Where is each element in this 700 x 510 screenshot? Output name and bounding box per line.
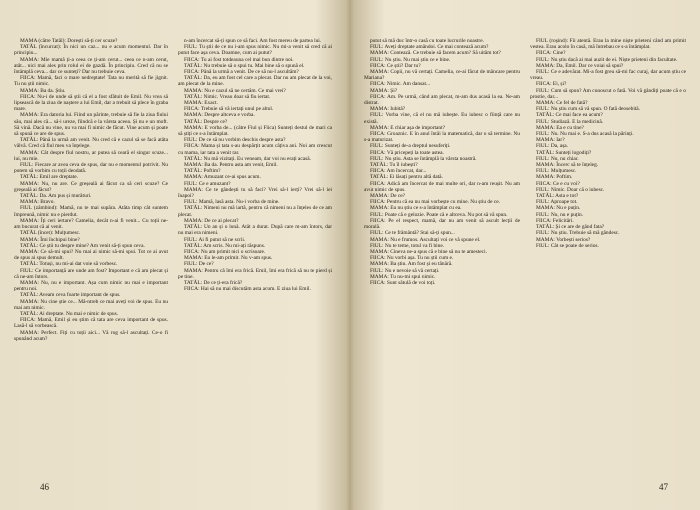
dialogue-line: FIUL: Nu știu. Nu mai știu ce e bine. — [370, 56, 451, 63]
dialogue-line: FIICA: Ce e cu voi? — [536, 180, 580, 187]
dialogue-line: FIUL: De ce? — [184, 261, 214, 268]
dialogue-line: MAMA: Iubită? — [370, 106, 406, 113]
dialogue-line: FIICA: Adică am încercat de mai multe ori, dar n-am reușit. Nu am avut nimic de spus. — [364, 180, 520, 193]
dialogue-line: MAMA: E vorba de... (către Fiul și Fiica) Sunteți destul de mari ca să știți ce s-a întâmplat. — [178, 124, 332, 138]
dialogue-line: FIUL: Ai fi putut să ne scrii. — [184, 236, 246, 243]
dialogue-line: FIUL: Tu știi de ce nu i-am spus nimic. Nu mi-a venit să cred că ai putut face așa ceva. Doamne, cum ai putut? — [178, 44, 332, 57]
dialogue-line: FIUL: Nu te teme, totul va fi bine. — [370, 242, 445, 249]
dialogue-line: FIUL: Cât se poate de serios. — [536, 242, 599, 249]
dialogue-line: MAMA: Ba știu. Am fost și eu tânără. — [370, 261, 453, 268]
dialogue-line: MAMA: Ba da. Pentru asta am venit, Emil. — [184, 162, 278, 169]
dialogue-line: MAMA: Ce să-mi spui? Nu mai ai nimic să-mi spui. Tot ce ai avut de spus ai spus demult. — [14, 248, 168, 262]
dialogue-line: MAMA: Era datoria lui. Fiind un părinte, trebuie să fie la ziua fiului său, mai ales că... să-i ureze, fiindcă e la vârsta aceea. Și nu e un moft. Să vină. Dacă nu vine, nu va mai fi nimic de făcut. Vine acum și poate să spună ce are de spus. — [14, 112, 168, 138]
dialogue-line: FIUL: Ce te frământă? Stai să-ți spun... — [370, 230, 455, 237]
page-number-left: 46 — [40, 482, 49, 492]
dialogue-line: putut să mă duc într-o casă cu toate lucrurile noastre. — [370, 38, 484, 44]
dialogue-line: MAMA: Amuzant ce-ai spus acum. — [184, 174, 261, 181]
dialogue-line: FIUL (roșind): Fii atentă. Erau la mine niște prieteni când am primit vestea. Erau acolo în casă, mă întrebau ce s-a întâmplat. — [530, 38, 686, 51]
page-number-right: 47 — [659, 482, 668, 492]
dialogue-line: MAMA: E chiar așa de important? — [370, 124, 445, 131]
dialogue-line: FIICA: Groaznic. E în anul întâi la matematică, dar o să termine. Nu s-a maturizat. — [364, 131, 520, 144]
dialogue-line: MAMA: Cât despre fiul nostru, ar putea să ceară el singur scuze... lui, nu mie. — [14, 149, 168, 162]
dialogue-line: MAMA: Mie mamă ți-a ceea ce ți-am cerut... ceea ce n-am cerut, atât... nici mai ales prin rolul ei de gazdă. În principiu. Cred că nu se întâmplă ceva... dar ce sunteți? Dar nu trebuie ceva. — [14, 56, 168, 76]
dialogue-line: FIICA: Pentru că ea nu mai vorbește cu mine. Nu știu de ce. — [370, 199, 500, 206]
left-column-2 — [178, 38, 332, 488]
dialogue-line: FIICA: Am. Pe urmă, când am plecat, m-am dus acasă la ea. Ne-am distrat. — [364, 93, 520, 107]
dialogue-line: FIICA: Nu-i de unde să știi că el a fost sfătuit de Emil. Nu vrea să lipsească de la ziua de naștere a lui Emil, dar a trebuit să plece în graba mare. — [14, 93, 168, 113]
dialogue-line: FIUL: Mulțumesc. — [536, 168, 577, 175]
dialogue-line: FIUL: Nu știu. Asta se întâmplă la vârsta noastră. — [370, 155, 477, 162]
dialogue-line: FIUL: Nu, nu e puțin. — [536, 211, 584, 218]
dialogue-line: FIUL: Vorba vine, că el nu mă iubește. Eu iubesc o ființă care nu există. — [364, 112, 520, 125]
dialogue-line: MAMA: Copii, nu vă certați. Camelia, ce-ai făcut de mâncare pentru Mariana? — [364, 69, 520, 82]
dialogue-line: MAMA: Și? — [370, 87, 398, 94]
dialogue-line: MAMA: Îți ceri iertare? Camelia, decât n-ai fi venit... Cu toții ne-am bucurat că ai venit. — [14, 217, 168, 231]
dialogue-line: MAMA: Despre altceva e vorba. — [184, 112, 255, 119]
dialogue-line: FIUL: Nu e nevoie să vă certați. — [370, 267, 440, 274]
dialogue-line: FIUL: Mamă, lasă asta. Nu-i vorba de mine. — [184, 199, 280, 206]
dialogue-line: MAMA: Ce te gândești tu să faci? Vrei să-l ierți? Vrei să-l iei înapoi? — [178, 186, 332, 200]
dialogue-line: FIICA: Trebuie să vă iertați unul pe altul. — [184, 106, 274, 113]
dialogue-line: FIUL: De ce să nu vorbim deschis despre asta? — [184, 137, 286, 144]
dialogue-line: FIICA: Tu ai fost totdeauna cel mai bun dintre noi. — [184, 56, 294, 63]
dialogue-line: FIICA: Pe el respect, mamă, dar nu am venit să ascult lecții de morală. — [364, 217, 520, 231]
dialogue-line: FIICA: Mama și tata s-au despărțit acum câțiva ani. Noi am crescut cu mama, iar tata a venit rar. — [178, 143, 332, 156]
right-column-2 — [530, 38, 686, 488]
dialogue-line: FIUL: Nu știu dacă ai mai auzit de ei. Niște prieteni din facultate. — [536, 56, 678, 63]
dialogue-line: FIUL: Da, așa. — [536, 143, 569, 150]
dialogue-line: TATĂL: Un an și o lună. Atât a durat. După care m-am întors, dar nu mai era nimeni. — [178, 224, 332, 237]
dialogue-line: MAMA: Nu, nu e important. Așa cum nimic nu mai e important pentru noi. — [14, 279, 168, 293]
dialogue-line: MAMA: Cineva ne-a spus că e bine să nu te amesteci. — [370, 248, 487, 255]
dialogue-line: MAMA: Încerc să te înțeleg. — [536, 162, 599, 169]
dialogue-line: TATĂL: Și ce are de gând fata? — [536, 224, 605, 231]
dialogue-line: FIICA: Sunt sătulă de voi toți. — [370, 279, 436, 286]
dialogue-line: TATĂL (încet): Mulțumesc. — [20, 230, 81, 237]
dialogue-line: FIUL: Aveți dreptate amândoi. Ce mai contează acum? — [370, 44, 489, 51]
dialogue-line: FIUL: Nu, nu chiar. — [536, 155, 579, 162]
dialogue-line: FIUL: Sunteți de-a dreptul nesuferiți. — [370, 143, 451, 150]
dialogue-line: MAMA: Ba da. Știu. — [20, 87, 66, 94]
dialogue-line: n-am încercat să-ți spun ce să faci. Am fost mereu de partea lui. — [184, 38, 322, 44]
dialogue-line: FIICA: Am încercat, dar... — [370, 168, 427, 175]
dialogue-line: FIICA: Felicitări. — [536, 217, 574, 224]
dialogue-line: TATĂL: Ce știi tu despre mine? Am venit să-ți spun ceva. — [20, 242, 145, 249]
dialogue-line: TATĂL: Aveam ceva foarte important de spus. — [20, 292, 121, 299]
dialogue-line: TATĂL: Sunteți logodiți? — [536, 149, 592, 156]
dialogue-line: TATĂL: Până la urmă am venit. Nu cred că e cazul să se facă atâta vâlvă. Cred că fiul meu va înțelege. — [14, 137, 168, 150]
dialogue-line: MAMA: Exact. — [184, 100, 218, 107]
dialogue-line: FIICA: Hai să nu mai discutăm asta acum. E ziua lui Emil. — [184, 286, 311, 293]
dialogue-line: MAMA: Bravo. — [20, 199, 55, 206]
dialogue-line: FIICA: Cine? — [536, 50, 566, 57]
dialogue-line: FIUL: Nu știu cum să vă spun. O fată deosebită. — [536, 106, 641, 113]
dialogue-line: FIICA: Nu vorbi așa. Tu nu știi cum e. — [370, 255, 454, 262]
dialogue-line: MAMA: Tu nu-mi spui nimic. — [370, 273, 436, 280]
dialogue-line: TATĂL (încurcat): În nici un caz... nu e acum momentul. Dar în principiu... — [14, 44, 168, 57]
dialogue-line: TATĂL: Despre ce? — [184, 118, 228, 125]
dialogue-line: FIUL: Aproape tot. — [536, 199, 578, 206]
dialogue-line: FIICA: Nimic. Am dansat... — [370, 81, 431, 88]
dialogue-line: MAMA: Nu e puțin. — [536, 205, 581, 212]
dialogue-line: TATĂL: Emil are dreptate. — [20, 174, 78, 181]
dialogue-line: MAMA: Poftim. — [536, 174, 573, 181]
left-page-columns — [14, 38, 332, 488]
dialogue-line: MAMA: Nu, nu are. Ce greșeală ai făcut ca să ceri scuze? Ce greșeală ai făcut? — [14, 180, 168, 193]
dialogue-line: TATĂL: Ei lăsați pentru altă dată. — [370, 174, 443, 181]
dialogue-line: FIICA: Vă pricepeți la toate astea. — [370, 149, 444, 156]
dialogue-line: TATĂL: Poftim? — [184, 168, 221, 175]
dialogue-line: TATĂL: Nimic. Vreau doar să fiu iertat. — [184, 93, 271, 100]
dialogue-line: TATĂL: Am scris. Nu mi-ați răspuns. — [184, 242, 266, 249]
dialogue-line: MAMA: De ce? — [370, 193, 406, 200]
dialogue-line: FIUL: Nu știu. Trebuie să mă gândesc. — [536, 230, 620, 237]
dialogue-line: FIUL: Nimic. Doar că o iubesc. — [536, 186, 605, 193]
dialogue-line: MAMA: Da, Emil. Dar ce voiai să spui? — [536, 62, 624, 69]
dialogue-line: FIICA: Ce știi? Dar tu? — [370, 62, 421, 69]
dialogue-line: TATĂL: Totuși, nu mi-ai dat voie să vorbesc. — [20, 261, 118, 268]
dialogue-line: MAMA: Eu nu știu ce s-a întâmplat cu ea. — [370, 205, 462, 212]
dialogue-line: MAMA (către Tatăl): Dorești să-ți cer scuze? — [20, 38, 118, 44]
dialogue-line: FIUL: Nu. Nu mai e. S-a dus acasă la părinți. — [536, 131, 634, 138]
dialogue-line: FIUL: Ce e adevărat. Mi-a fost greu să-mi fac curaj, dar acum știu ce vreau. — [530, 69, 686, 82]
dialogue-line: FIUL: Poate că e gelozie. Poate că e altceva. Nu pot să vă spun. — [370, 211, 508, 218]
right-page — [354, 0, 700, 510]
right-page-columns — [364, 38, 686, 488]
dialogue-line: FIUL: Studiază. E la medicină. — [536, 118, 604, 125]
dialogue-line: MAMA: Nu cine știe ce... Mă-ntreb ce mai aveți voi de spus. Eu nu mai am nimic. — [14, 298, 168, 311]
dialogue-line: MAMA: De ce ai plecat? — [184, 217, 239, 224]
dialogue-line: TATĂL: Da, eu am fost cel care a plecat. Dar nu am plecat de la voi, am plecat de la mine. — [178, 75, 332, 88]
dialogue-line: TATĂL: Nu mă vizitați. Eu veneam, dar voi nu erați acasă. — [184, 155, 311, 162]
dialogue-line: FIUL: Ce e amuzant? — [184, 180, 231, 187]
dialogue-line: TATĂL: Ai dreptate. Nu mai e nimic de spus. — [20, 310, 119, 317]
dialogue-line: FIUL: Cum să spun? Am cunoscut o fată. Voi vă gândiți poate că e o prostie, dar... — [530, 87, 686, 100]
dialogue-line: FIUL: Ce importanță are unde am fost? Important e că am plecat și că ne-am întors. — [14, 267, 168, 280]
dialogue-line: MAMA: Ce fel de fată? — [536, 100, 588, 107]
right-column-1 — [364, 38, 520, 488]
dialogue-line: FIUL (zâmbind): Mamă, nu te mai supăra. Atâta timp cât suntem împreună, nimic nu e pierdut. — [14, 205, 168, 218]
dialogue-line: MAMA: Nu e cazul să ne certăm. Ce mai vrei? — [184, 87, 286, 94]
dialogue-line: MAMA: Pentru că îmi era frică. Emil, îmi era frică să nu te pierd și pe tine. — [178, 267, 332, 280]
left-page — [0, 0, 346, 510]
dialogue-line: TATĂL: Nimeni nu mă iartă, pentru că nimeni nu a înțeles de ce am plecat. — [178, 205, 332, 218]
dialogue-line: FIICA: Nu am primit nici o scrisoare. — [184, 248, 266, 255]
dialogue-line: MAMA: Vorbești serios? — [536, 236, 591, 243]
dialogue-line: MAMA: Îmi închipui bine? — [20, 236, 80, 243]
dialogue-line: TATĂL: Nu trebuie să o spui tu. Mai bine să o spună el. — [184, 62, 305, 69]
dialogue-line: MAMA: Eu le-am primit. Nu v-am spus. — [184, 255, 273, 262]
dialogue-line: FIICA: Ei, și? — [536, 81, 567, 88]
dialogue-line: FIICA: Până la urmă a venit. De ce să nu-l ascultăm? — [184, 69, 299, 76]
dialogue-line: MAMA: Perfect. Fiți cu toții aici... Vă rog să-l ascultați. Ce-o fi spunând acum? — [14, 329, 168, 342]
dialogue-line: FIICA: Mamă, Emil și eu știm că tata are ceva important de spus. Lasă-l să vorbească. — [14, 317, 168, 330]
dialogue-line: FIUL: Fiecare ar avea ceva de spus, dar nu e momentul potrivit. Nu putem să vorbim cu toții deodată. — [14, 162, 168, 175]
dialogue-line: MAMA: Ea e cu tine? — [536, 124, 584, 131]
dialogue-line: MAMA: Nu e frumos. Ascultați voi ce vă spune el. — [370, 236, 481, 243]
dialogue-line: TATĂL: Ce mai face ea acum? — [536, 112, 603, 119]
dialogue-line: MAMA: Iar? — [536, 137, 565, 144]
dialogue-line: TATĂL: Asta e tot? — [536, 193, 579, 200]
dialogue-line: TATĂL: Tu îl iubești? — [370, 162, 418, 169]
left-column-1 — [14, 38, 168, 488]
dialogue-line: MAMA: Contează. Ce trebuie să facem acum? Să uităm tot? — [370, 50, 501, 57]
dialogue-line: FIICA: Mamă, faci o mare nedreptate! Tata nu merită să fie jignit. Tu nu știi nimic. — [14, 75, 168, 88]
dialogue-line: TATĂL: Da. Am pus și murături. — [20, 193, 92, 200]
dialogue-line: TATĂL: De ce ți-era frică? — [184, 279, 243, 286]
